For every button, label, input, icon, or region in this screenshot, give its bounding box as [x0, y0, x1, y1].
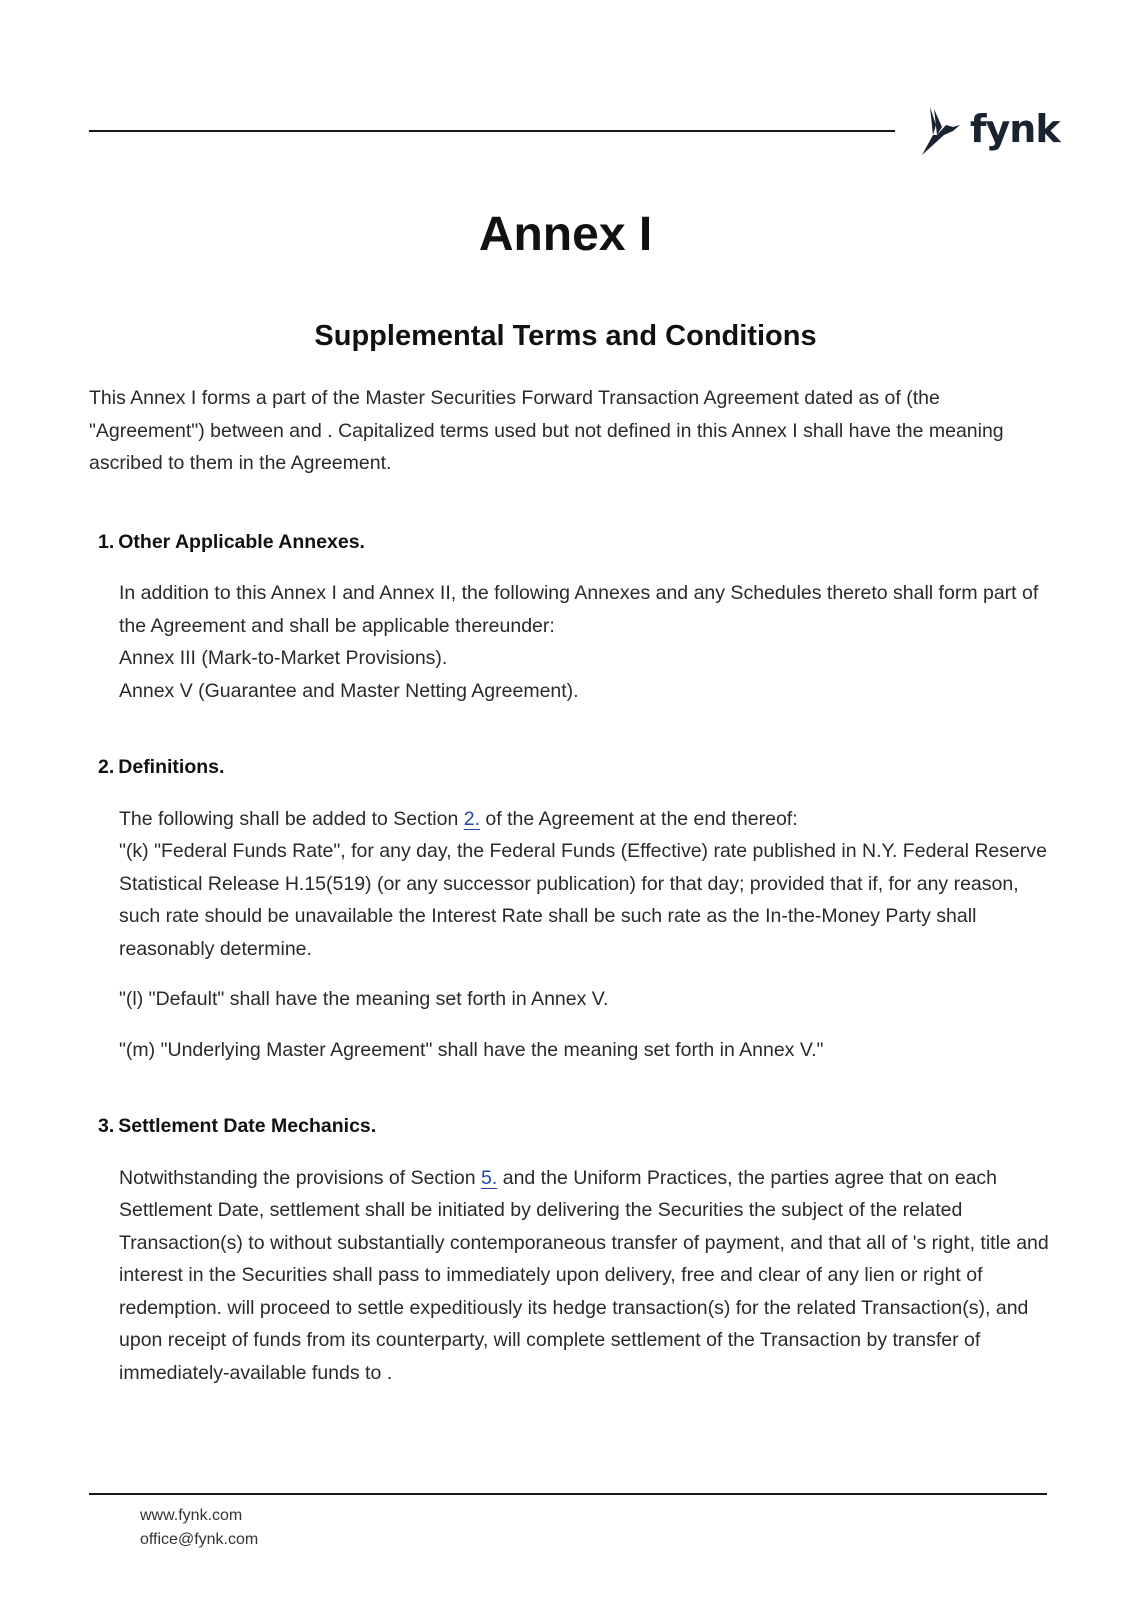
- section-body: [89, 803, 1051, 1067]
- section-body: [89, 577, 1051, 707]
- logo-wordmark: fynk: [970, 107, 1060, 151]
- document-title: Annex I: [478, 208, 653, 261]
- section-2-link[interactable]: 2.: [463, 807, 480, 830]
- paragraph: [119, 1162, 1051, 1390]
- section-title: Settlement Date Mechanics.: [118, 1115, 377, 1137]
- section-settlement-date-mechanics: [89, 1110, 1051, 1389]
- text: Notwithstanding the provisions of Section: [119, 1166, 482, 1189]
- paragraph: Annex III (Mark-to-Market Provisions).: [119, 647, 448, 669]
- definition-l: "(l) "Default" shall have the meaning set forth in Annex V.: [119, 988, 609, 1010]
- section-heading: [89, 751, 1051, 784]
- document-body: [89, 382, 1051, 1389]
- footer-email[interactable]: office@fynk.com: [140, 1531, 259, 1548]
- text: The following shall be added to Section: [119, 807, 464, 830]
- paragraph: In addition to this Annex I and Annex II, the following Annexes and any Schedules thereto shall form part of the Agreement and shall be applicable thereunder:: [119, 582, 1039, 637]
- section-number: 2.: [98, 756, 115, 778]
- footer-website[interactable]: www.fynk.com: [140, 1507, 243, 1524]
- text: of the Agreement at the end thereof:: [480, 807, 798, 830]
- section-heading: [89, 526, 1051, 559]
- section-5-link[interactable]: 5.: [481, 1166, 498, 1189]
- section-body: [89, 1162, 1051, 1390]
- section-title: Definitions.: [118, 756, 225, 778]
- section-number: 1.: [98, 530, 115, 553]
- paragraph: [119, 803, 1051, 836]
- section-number: 3.: [98, 1115, 115, 1137]
- footer-divider: [89, 1493, 1047, 1495]
- section-title: Other Applicable Annexes.: [118, 530, 365, 553]
- footer: [140, 1504, 258, 1552]
- section-definitions: [89, 751, 1051, 1066]
- definition-k: "(k) "Federal Funds Rate", for any day, the Federal Funds (Effective) rate published in N.Y. Federal Reserve Statistical Release H.15(519) (or any successor publication) for that day; provided that if, for any reason, such rate should be unavailable the Interest Rate shall be such rate as the In-the-Money Party shall reasonably determine.: [119, 840, 1047, 960]
- section-heading: [89, 1110, 1051, 1143]
- header-divider: [89, 130, 895, 132]
- paragraph: Annex V (Guarantee and Master Netting Agreement).: [119, 679, 579, 702]
- intro-paragraph: This Annex I forms a part of the Master Securities Forward Transaction Agreement dated as of (the "Agreement") between and . Capitalized terms used but not defined in this Annex I shall have the meaning ascribed to them in the Agreement.: [89, 387, 1004, 474]
- definition-m: "(m) "Underlying Master Agreement" shall have the meaning set forth in Annex V.": [119, 1038, 824, 1061]
- fynk-logo: [920, 104, 1060, 158]
- section-other-applicable-annexes: [89, 526, 1051, 708]
- document-subtitle: Supplemental Terms and Conditions: [314, 320, 817, 352]
- text: and the Uniform Practices, the parties agree that on each Settlement Date, settlement shall be initiated by delivering the Securities the subject of the related Transaction(s) to without substantially contemporaneous transfer of payment, and that all of 's right, title and interest in the Securities shall pass to immediately upon delivery, free and clear of any lien or right of redemption. will proceed to settle expeditiously its hedge transaction(s) for the related Transaction(s), and upon receipt of funds from its counterparty, will complete settlement of the Transaction by transfer of immediately-available funds to .: [119, 1166, 1049, 1384]
- fynk-bird-icon: [920, 105, 966, 157]
